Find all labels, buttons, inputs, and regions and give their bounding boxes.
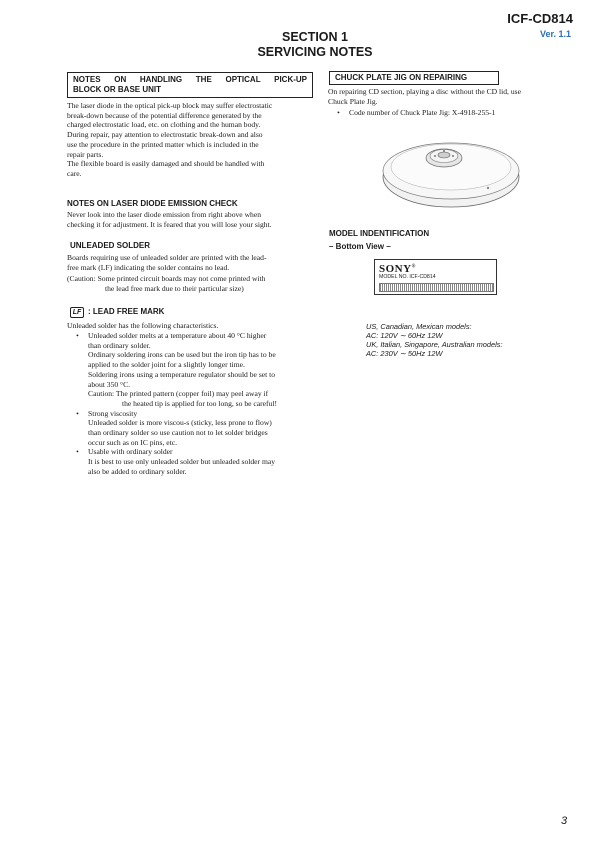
- bullet-icon: •: [337, 108, 340, 117]
- text-line: AC: 120V ∼ 60Hz 12W: [366, 331, 443, 340]
- barcode-strip: [379, 283, 494, 292]
- text-line: Ordinary soldering irons can be used but the iron tip has to be: [88, 350, 276, 360]
- version-label: Ver. 1.1: [539, 29, 571, 39]
- list-item: [328, 108, 569, 118]
- text-line: Usable with ordinary solder: [88, 447, 173, 457]
- section-title: [200, 30, 430, 60]
- list-item: [67, 409, 310, 448]
- text-line: checking it for adjustment. It is feared that you will lose your sight.: [67, 219, 272, 229]
- text-line: Unleaded solder is more viscou-s (sticky, less prone to flow): [88, 418, 272, 428]
- laser-paragraph: [67, 210, 310, 229]
- caution-line: (Caution: Some printed circuit boards may not come printed with: [67, 274, 266, 283]
- bullet-icon: •: [76, 408, 79, 418]
- text-line: On repairing CD section, playing a disc without the CD lid, use: [328, 87, 521, 96]
- text-line: Chuck Plate Jig.: [328, 96, 378, 106]
- registered-mark: ®: [411, 264, 416, 270]
- text-line: Strong viscosity: [88, 408, 138, 418]
- text-line: free mark (LF) indicating the solder contains no lead.: [67, 262, 230, 272]
- optical-heading-line2: BLOCK OR BASE UNIT: [73, 85, 161, 94]
- text-line: US, Canadian, Mexican models:: [366, 322, 472, 331]
- chuck-paragraph: [328, 87, 569, 106]
- text-line: than ordinary solder.: [88, 340, 151, 350]
- page-number: 3: [561, 815, 568, 827]
- bottom-view-subheading: – Bottom View –: [329, 242, 391, 251]
- bullet-icon: •: [76, 447, 79, 457]
- chuck-code: Code number of Chuck Plate Jig: X-4918-255-1: [349, 108, 496, 117]
- sony-logo: SONY®: [379, 263, 416, 275]
- text-line: Boards requiring use of unleaded solder are printed with the lead-: [67, 253, 267, 262]
- text-line: During repair, pay attention to electrostatic break-down and also: [67, 130, 263, 140]
- text-line: repair parts.: [67, 149, 104, 159]
- lead-free-heading: [70, 306, 164, 318]
- lead-free-intro: Unleaded solder has the following characteristics.: [67, 321, 219, 330]
- lead-free-title: : LEAD FREE MARK: [88, 307, 165, 316]
- list-item: [67, 331, 310, 409]
- ac-rating-notes: [366, 322, 566, 358]
- model-identification-heading: MODEL INDENTIFICATION: [329, 229, 430, 238]
- unleaded-heading: UNLEADED SOLDER: [70, 241, 151, 250]
- unleaded-caution: [67, 274, 310, 293]
- text-line: about 350 °C.: [88, 379, 131, 389]
- chuck-code-item: [328, 108, 569, 118]
- text-line: UK, Italian, Singapore, Australian models:: [366, 340, 503, 349]
- bullet-icon: •: [76, 331, 79, 340]
- section-number: SECTION 1: [282, 30, 348, 44]
- model-label-plate: [374, 259, 497, 295]
- chuck-heading-box: CHUCK PLATE JIG ON REPAIRING: [329, 71, 499, 85]
- text-line: applied to the solder joint for a slightly longer time.: [88, 360, 245, 370]
- text-line: The flexible board is easily damaged and should be handled with: [67, 159, 265, 169]
- lead-free-list: [67, 331, 310, 477]
- model-no-label: MODEL NO. ICF-CD814: [379, 274, 436, 280]
- text-line: It is best to use only unleaded solder but unleaded solder may: [88, 457, 276, 467]
- text-line: charged electrostatic load, etc. on clothing and the human body.: [67, 120, 261, 130]
- optical-heading-box: [67, 72, 313, 98]
- caution-line: the lead free mark due to their particular size): [105, 283, 244, 293]
- text-line: break-down because of the potential difference generated by the: [67, 110, 262, 120]
- caution-line: Caution: The printed pattern (copper foil) may peel away if: [88, 389, 269, 399]
- text-line: use the procedure in the printed matter which is included in the: [67, 139, 259, 149]
- optical-heading-line1: NOTES ON HANDLING THE OPTICAL PICK-UP: [73, 75, 307, 84]
- caution-line: the heated tip is applied for too long, so be careful!: [122, 398, 277, 408]
- optical-paragraph: [67, 101, 310, 179]
- list-item: [67, 447, 310, 476]
- chuck-plate-jig-illustration: [376, 131, 526, 211]
- text-line: AC: 230V ∼ 50Hz 12W: [366, 349, 443, 358]
- text-line: Never look into the laser diode emission from right above when: [67, 210, 262, 219]
- text-line: than ordinary solder so use caution not to let solder bridges: [88, 428, 268, 438]
- text-line: care.: [67, 168, 82, 178]
- text-line: occur such as on IC pins, etc.: [88, 437, 177, 447]
- text-line: Soldering irons using a temperature regulator should be set to: [88, 369, 276, 379]
- laser-heading: NOTES ON LASER DIODE EMISSION CHECK: [67, 199, 238, 208]
- unleaded-paragraph: [67, 253, 310, 272]
- section-name: SERVICING NOTES: [257, 45, 373, 59]
- model-number: ICF-CD814: [507, 11, 573, 26]
- text-line: also be added to ordinary solder.: [88, 466, 187, 476]
- text-line: Unleaded solder melts at a temperature about 40 °C higher: [88, 331, 267, 340]
- lead-free-icon: LF: [70, 307, 84, 318]
- text-line: The laser diode in the optical pick-up block may suffer electrostatic: [67, 101, 273, 110]
